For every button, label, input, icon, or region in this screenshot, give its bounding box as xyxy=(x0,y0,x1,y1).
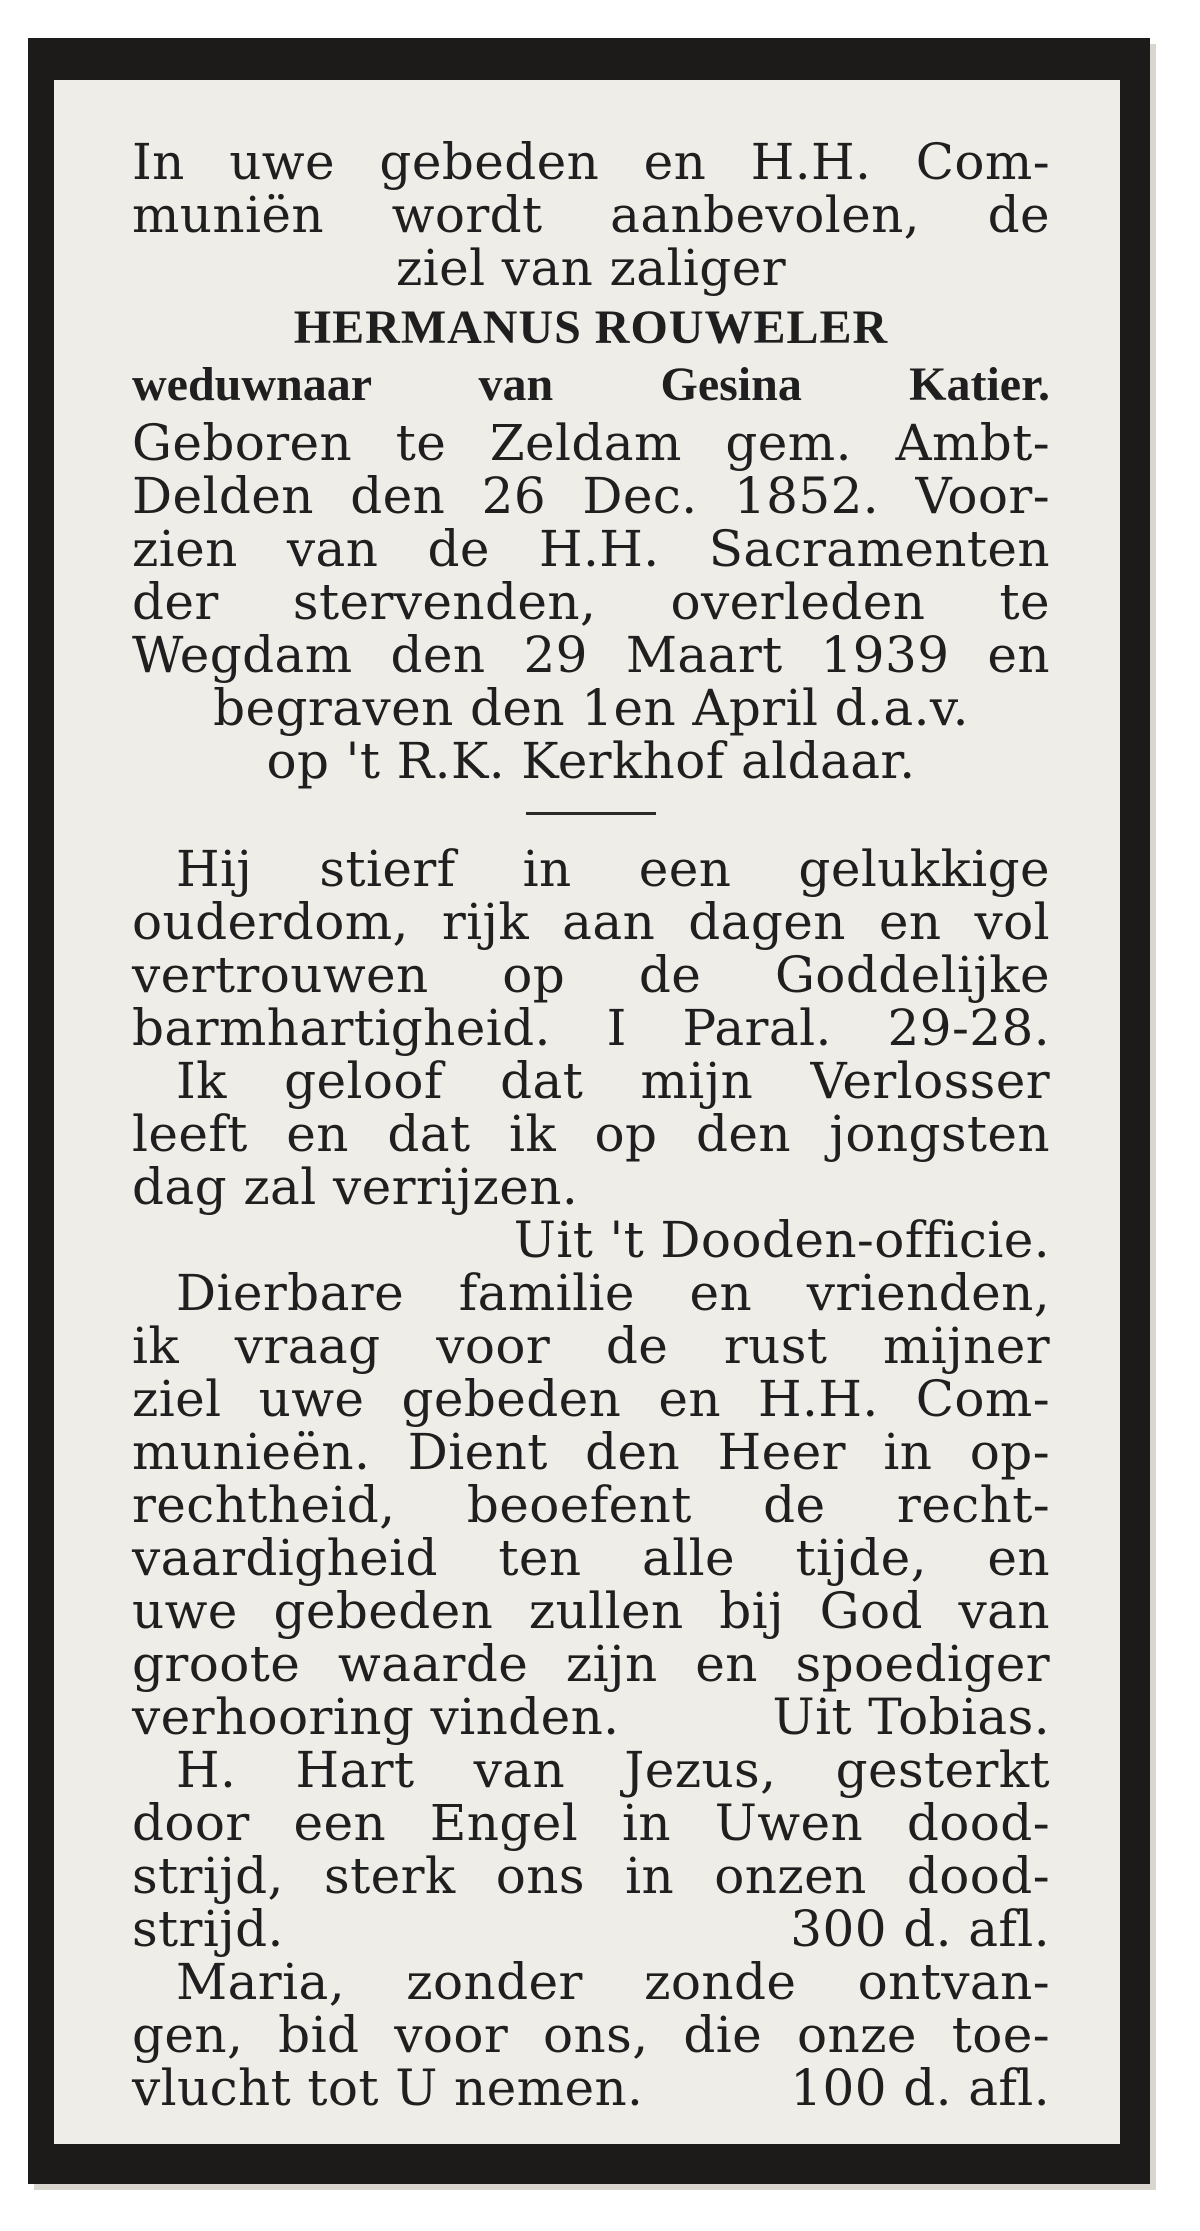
para2-line: leeft en dat ik op den jongsten xyxy=(132,1105,1050,1163)
widower-line: weduwnaar van Gesina Katier. xyxy=(132,358,1050,411)
section-divider xyxy=(526,812,656,815)
bio-line: begraven den 1en April d.a.v. xyxy=(213,679,969,737)
para3-line: munieën. Dient den Heer in op- xyxy=(132,1423,1050,1481)
para4-last-line xyxy=(132,1900,1050,1958)
para3-last-text: verhooring vinden. xyxy=(132,1688,620,1746)
para5-last-line xyxy=(132,2059,1050,2117)
bio-line: Delden den 26 Dec. 1852. Voor- xyxy=(132,467,1050,525)
para3-source: Uit Tobias. xyxy=(772,1688,1050,1746)
intro-line: ziel van zaliger xyxy=(396,239,786,297)
paragraph-family xyxy=(132,1264,1050,1746)
paragraph-maria xyxy=(132,1953,1050,2117)
para3-line: rechtheid, beoefent de recht- xyxy=(132,1476,1050,1534)
para1-line: Hij stierf in een gelukkige xyxy=(176,840,1050,898)
para4-line: door een Engel in Uwen dood- xyxy=(132,1794,1050,1852)
para5-last-text: vlucht tot U nemen. xyxy=(132,2059,644,2117)
para4-line: H. Hart van Jezus, gesterkt xyxy=(176,1741,1050,1799)
para2-line: dag zal verrijzen. xyxy=(132,1158,579,1216)
biography xyxy=(132,414,1050,790)
bio-line: der stervenden, overleden te xyxy=(132,573,1050,631)
para3-line: Dierbare familie en vrienden, xyxy=(176,1264,1050,1322)
deceased-name: HERMANUS ROUWELER xyxy=(293,301,889,354)
para3-last-line xyxy=(132,1688,1050,1746)
para3-line: ik vraag voor de rust mijner xyxy=(132,1317,1050,1375)
para4-last-text: strijd. xyxy=(132,1900,284,1958)
para2-line: Ik geloof dat mijn Verlosser xyxy=(176,1052,1050,1110)
para3-line: ziel uwe gebeden en H.H. Com- xyxy=(132,1370,1050,1428)
bio-line: Wegdam den 29 Maart 1939 en xyxy=(132,626,1050,684)
card-text-area xyxy=(54,80,1120,2144)
para3-line: uwe gebeden zullen bij God van xyxy=(132,1582,1050,1640)
paragraph-sacred-heart xyxy=(132,1741,1050,1958)
memorial-card xyxy=(28,38,1150,2184)
para4-indulgence: 300 d. afl. xyxy=(790,1900,1050,1958)
para5-line: gen, bid voor ons, die onze toe- xyxy=(132,2006,1050,2064)
para4-line: strijd, sterk ons in onzen dood- xyxy=(132,1847,1050,1905)
para1-line: vertrouwen op de Goddelijke xyxy=(132,946,1050,1004)
para5-line: Maria, zonder zonde ontvan- xyxy=(176,1953,1050,2011)
bio-line: op 't R.K. Kerkhof aldaar. xyxy=(266,732,916,790)
intro-text xyxy=(132,133,1050,297)
para3-line: groote waarde zijn en spoediger xyxy=(132,1635,1050,1693)
para2-source: Uit 't Dooden-officie. xyxy=(513,1211,1050,1269)
paragraph-psalm xyxy=(132,840,1050,1057)
bio-line: Geboren te Zeldam gem. Ambt- xyxy=(132,414,1050,472)
intro-line: In uwe gebeden en H.H. Com- xyxy=(132,133,1050,191)
para1-line: ouderdom, rijk aan dagen en vol xyxy=(132,893,1050,951)
bio-line: zien van de H.H. Sacramenten xyxy=(132,520,1050,578)
paragraph-redeemer xyxy=(132,1052,1050,1269)
para1-line: barmhartigheid. I Paral. 29-28. xyxy=(132,999,1050,1057)
intro-line: muniën wordt aanbevolen, de xyxy=(132,186,1050,244)
para3-line: vaardigheid ten alle tijde, en xyxy=(132,1529,1050,1587)
para5-indulgence: 100 d. afl. xyxy=(790,2059,1050,2117)
